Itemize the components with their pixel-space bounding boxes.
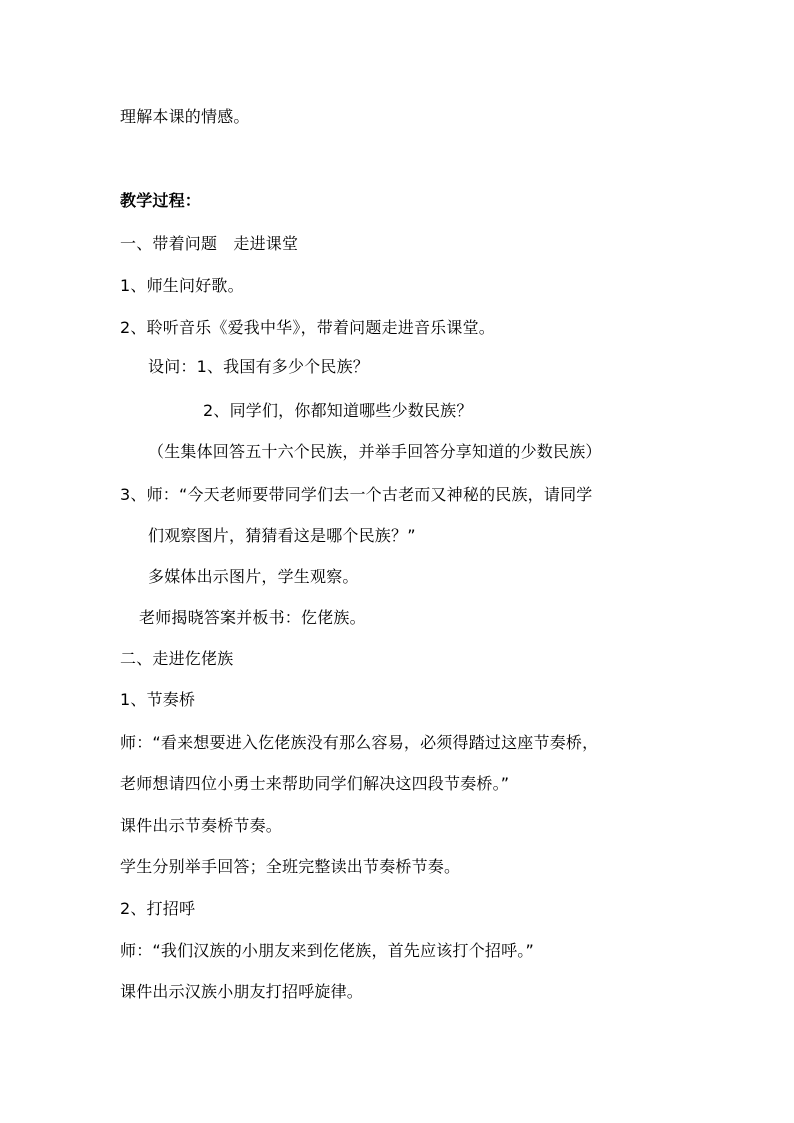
student-response-note: （生集体回答五十六个民族，并举手回答分享知道的少数民族） <box>148 442 602 461</box>
paragraph-emotion: 理解本课的情感。 <box>120 107 250 126</box>
question-one: 设问：1、我国有多少个民族？ <box>148 357 369 376</box>
media-show-picture: 多媒体出示图片，学生观察。 <box>148 567 359 586</box>
item-greeting: 2、打招呼 <box>120 899 196 918</box>
teacher-reveals-answer: 老师揭晓答案并板书：仡佬族。 <box>139 608 366 627</box>
heading-part-one: 一、带着问题 走进课堂 <box>120 234 299 253</box>
teacher-rhythm-bridge-line-2: 老师想请四位小勇士来帮助同学们解决这四段节奏桥。” <box>120 774 510 793</box>
section-heading-teaching-process: 教学过程： <box>120 191 202 210</box>
question-two: 2、同学们，你都知道哪些少数民族？ <box>203 401 473 420</box>
teacher-greeting-quote: 师：“我们汉族的小朋友来到仡佬族，首先应该打个招呼。” <box>120 941 534 960</box>
courseware-rhythm: 课件出示节奏桥节奏。 <box>120 816 283 835</box>
courseware-greeting-melody: 课件出示汉族小朋友打招呼旋律。 <box>120 982 364 1001</box>
heading-part-two: 二、走进仡佬族 <box>120 649 234 668</box>
item-teacher-intro: 3、师：“今天老师要带同学们去一个古老而又神秘的民族，请同学 <box>120 485 593 504</box>
item-rhythm-bridge: 1、节奏桥 <box>120 690 196 709</box>
students-answer-rhythm: 学生分别举手回答；全班完整读出节奏桥节奏。 <box>120 857 461 876</box>
item-greeting-song: 1、师生问好歌。 <box>120 276 244 295</box>
item-listen-music: 2、聆听音乐《爱我中华》，带着问题走进音乐课堂。 <box>120 318 495 337</box>
teacher-rhythm-bridge-line-1: 师：“看来想要进入仡佬族没有那么容易，必须得踏过这座节奏桥， <box>120 733 599 752</box>
item-teacher-intro-continued: 们观察图片，猜猜看这是哪个民族？” <box>148 526 416 545</box>
